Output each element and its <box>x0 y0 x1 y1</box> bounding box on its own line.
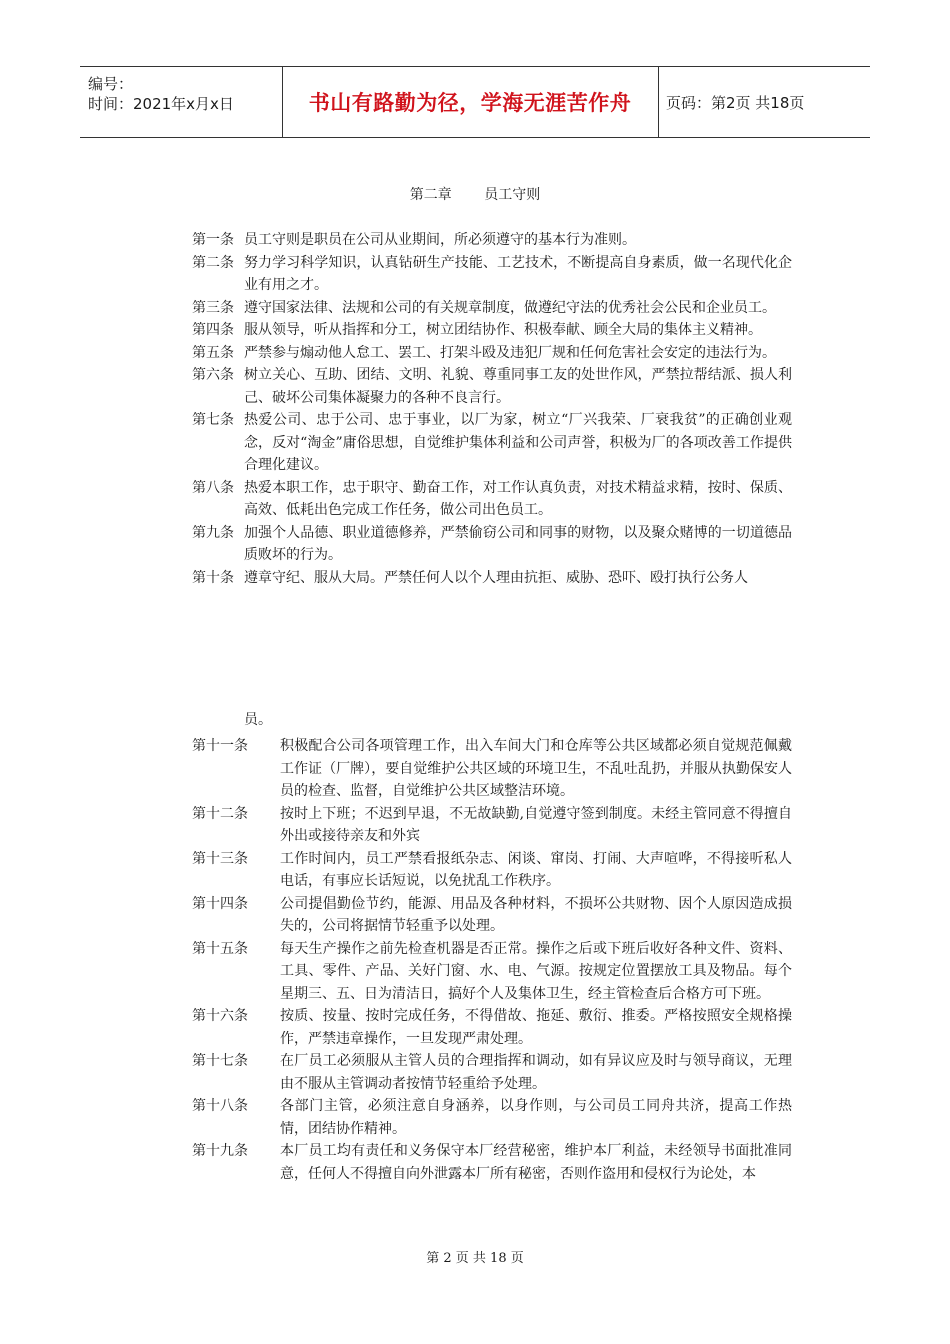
number-label: 编号： <box>88 75 134 93</box>
article-text: 严禁参与煽动他人怠工、罢工、打架斗殴及违犯厂规和任何危害社会安定的违法行为。 <box>244 344 776 361</box>
header-page-cell <box>658 67 870 137</box>
article-text: 本厂员工均有责任和义务保守本厂经营秘密，维护本厂利益，未经领导书面批准同意，任何人不得擅自向外泄露本厂所有秘密，否则作盗用和侵权行为论处，本 <box>280 1143 792 1182</box>
article-text: 遵守国家法律、法规和公司的有关规章制度，做遵纪守法的优秀社会公民和企业员工。 <box>244 299 776 316</box>
article-number: 第十七条 <box>192 1053 248 1069</box>
article-item <box>192 803 792 848</box>
page-footer <box>0 1247 950 1266</box>
header-motto-cell <box>282 67 659 137</box>
page-label: 页码：第2页 共18页 <box>666 93 805 112</box>
article-number: 第九条 <box>192 524 234 541</box>
article-text: 树立关心、互助、团结、文明、礼貌、尊重同事工友的处世作风，严禁拉帮结派、损人利己、破坏公司集体凝聚力的各种不良言行。 <box>244 367 792 406</box>
article-number: 第十条 <box>192 569 234 586</box>
time-label: 时间：2021年x月x日 <box>88 95 234 113</box>
article-text: 积极配合公司各项管理工作，出入车间大门和仓库等公共区域都必须自觉规范佩戴工作证（厂牌），要自觉维护公共区域的环境卫生，不乱吐乱扔，并服从执勤保安人员的检查、监督，自觉维护公共区域整洁环境。 <box>280 738 792 799</box>
article-text: 各部门主管，必须注意自身涵养，以身作则，与公司员工同舟共济，提高工作热情，团结协作精神。 <box>280 1098 792 1137</box>
chapter-heading <box>0 184 950 204</box>
article-text: 加强个人品德、职业道德修养，严禁偷窃公司和同事的财物，以及聚众赌博的一切道德品质败坏的行为。 <box>244 524 792 563</box>
article-number: 第五条 <box>192 344 234 361</box>
article-item <box>192 567 792 590</box>
article-item <box>192 1140 792 1185</box>
chapter-number: 第二章 <box>409 187 452 203</box>
article-text: 工作时间内，员工严禁看报纸杂志、闲谈、窜岗、打闹、大声喧哗，不得接听私人电话，有事应长话短说，以免扰乱工作秩序。 <box>280 850 792 889</box>
article-number: 第十一条 <box>192 738 248 754</box>
article-text: 每天生产操作之前先检查机器是否正常。操作之后或下班后收好各种文件、资料、工具、零件、产品、关好门窗、水、电、气源。按规定位置摆放工具及物品。每个星期三、五、日为清洁日，搞好个人及集体卫生，经主管检查后合格方可下班。 <box>280 940 792 1002</box>
article-number: 第十三条 <box>192 850 248 867</box>
article-item <box>192 848 792 893</box>
footer-page-of: 第 2 页 共 18 页 <box>426 1251 524 1266</box>
article-number: 第十二条 <box>192 805 248 822</box>
article-item <box>192 1095 792 1140</box>
motto: 书山有路勤为径，学海无涯苦作舟 <box>308 91 632 115</box>
article-number: 第七条 <box>192 412 234 428</box>
article-text: 按质、按量、按时完成任务，不得借故、拖延、敷衍、推委。严格按照安全规格操作，严禁违章操作，一旦发现严肃处理。 <box>280 1008 792 1047</box>
article-text: 热爱本职工作，忠于职守、勤奋工作，对工作认真负责，对技术精益求精，按时、保质、高效、低耗出色完成工作任务，做公司出色员工。 <box>244 479 792 518</box>
article-item <box>192 342 792 365</box>
articles-part-1 <box>192 229 792 589</box>
article-item <box>192 735 792 803</box>
article-text: 热爱公司、忠于公司、忠于事业，以厂为家，树立“厂兴我荣、厂衰我贫”的正确创业观念，反对“淘金”庸俗思想，自觉维护集体利益和公司声誉，积极为厂的各项改善工作提供合理化建议。 <box>244 412 792 473</box>
article-number: 第八条 <box>192 479 234 496</box>
article-10-continuation <box>244 709 844 732</box>
article-number: 第十四条 <box>192 895 248 912</box>
article-number: 第三条 <box>192 299 234 316</box>
article-number: 第十八条 <box>192 1098 248 1114</box>
article-text: 公司提倡勤俭节约，能源、用品及各种材料，不损坏公共财物、因个人原因造成损失的，公司将据情节轻重予以处理。 <box>280 895 792 934</box>
article-number: 第二条 <box>192 254 234 271</box>
article-item <box>192 409 792 477</box>
article-number: 第六条 <box>192 367 234 383</box>
article-item <box>192 229 792 252</box>
articles-part-2 <box>192 735 792 1185</box>
article-text: 按时上下班；不迟到早退，不无故缺勤,自觉遵守签到制度。未经主管同意不得擅自外出或接待亲友和外宾 <box>280 805 792 844</box>
article-item <box>192 319 792 342</box>
article-text: 员工守则是职员在公司从业期间，所必须遵守的基本行为准则。 <box>244 232 636 248</box>
article-number: 第四条 <box>192 322 234 338</box>
article-item <box>192 364 792 409</box>
article-item <box>192 522 792 567</box>
document-header <box>80 66 870 138</box>
article-number: 第十五条 <box>192 940 248 957</box>
article-item <box>192 938 792 1006</box>
article-item <box>192 1050 792 1095</box>
article-item <box>192 893 792 938</box>
article-text: 遵章守纪、服从大局。严禁任何人以个人理由抗拒、威胁、恐吓、殴打执行公务人 <box>244 569 748 586</box>
chapter-title: 员工守则 <box>484 187 541 203</box>
article-number: 第一条 <box>192 232 234 248</box>
article-text: 服从领导，听从指挥和分工，树立团结协作、积极奉献、顾全大局的集体主义精神。 <box>244 322 762 338</box>
article-text: 在厂员工必须服从主管人员的合理指挥和调动，如有异议应及时与领导商议，无理由不服从主管调动者按情节轻重给予处理。 <box>280 1053 792 1092</box>
article-number: 第十六条 <box>192 1008 248 1024</box>
article-number: 第十九条 <box>192 1143 248 1159</box>
article-item <box>192 297 792 320</box>
article-item <box>192 1005 792 1050</box>
article-text: 努力学习科学知识，认真钻研生产技能、工艺技术，不断提高自身素质，做一名现代化企业有用之才。 <box>244 254 792 293</box>
continuation-text: 员。 <box>244 712 272 728</box>
article-item <box>192 252 792 297</box>
article-item <box>192 477 792 522</box>
header-meta <box>80 67 283 137</box>
